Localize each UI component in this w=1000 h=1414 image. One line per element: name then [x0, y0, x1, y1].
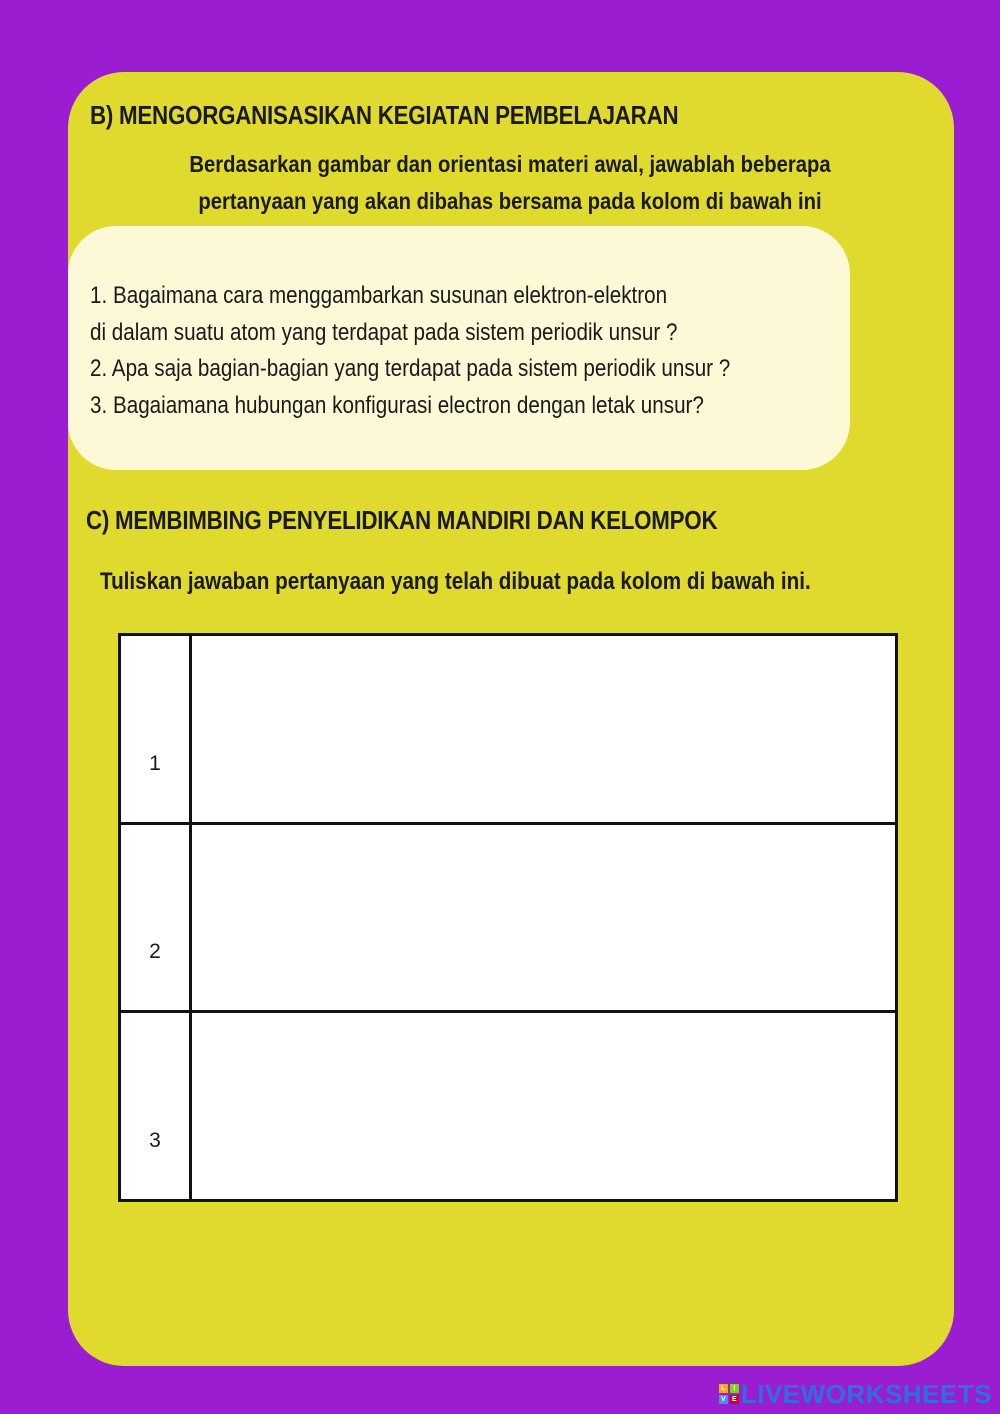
question-list	[90, 278, 730, 424]
logo-letter: L	[719, 1384, 728, 1393]
answer-field-2[interactable]	[191, 823, 897, 1012]
intro-line: pertanyaan yang akan dibahas bersama pada kolom di bawah ini	[198, 188, 822, 214]
liveworksheets-logo[interactable]	[719, 1378, 992, 1410]
section-c-instruction: Tuliskan jawaban pertanyaan yang telah dibuat pada kolom di bawah ini.	[100, 568, 811, 595]
table-row	[120, 823, 897, 1012]
intro-line: Berdasarkan gambar dan orientasi materi awal, jawablah beberapa	[189, 151, 831, 177]
logo-icon	[719, 1384, 739, 1404]
answer-field-1[interactable]	[191, 635, 897, 824]
logo-text: LIVEWORKSHEETS	[740, 1378, 992, 1409]
question-line: 2. Apa saja bagian-bagian yang terdapat pada sistem periodik unsur ?	[90, 355, 731, 382]
table-row	[120, 1012, 897, 1201]
section-b-title: B) MENGORGANISASIKAN KEGIATAN PEMBELAJARAN	[90, 100, 679, 130]
question-line: di dalam suatu atom yang terdapat pada sistem periodik unsur ?	[90, 318, 678, 346]
logo-letter: I	[730, 1384, 739, 1393]
answer-field-3[interactable]	[191, 1012, 897, 1201]
row-number: 3	[120, 1012, 191, 1201]
question-line: 1. Bagaimana cara menggambarkan susunan elektron-elektron	[90, 282, 668, 309]
section-c-title: C) MEMBIMBING PENYELIDIKAN MANDIRI DAN KELOMPOK	[86, 505, 718, 535]
section-b-intro	[149, 146, 871, 220]
question-line: 3. Bagaiamana hubungan konfigurasi electron dengan letak unsur?	[90, 391, 704, 419]
logo-letter: V	[719, 1395, 728, 1404]
row-number: 2	[120, 823, 191, 1012]
row-number: 1	[120, 635, 191, 824]
logo-letter: E	[730, 1395, 739, 1404]
answer-table	[118, 633, 898, 1202]
table-row	[120, 635, 897, 824]
